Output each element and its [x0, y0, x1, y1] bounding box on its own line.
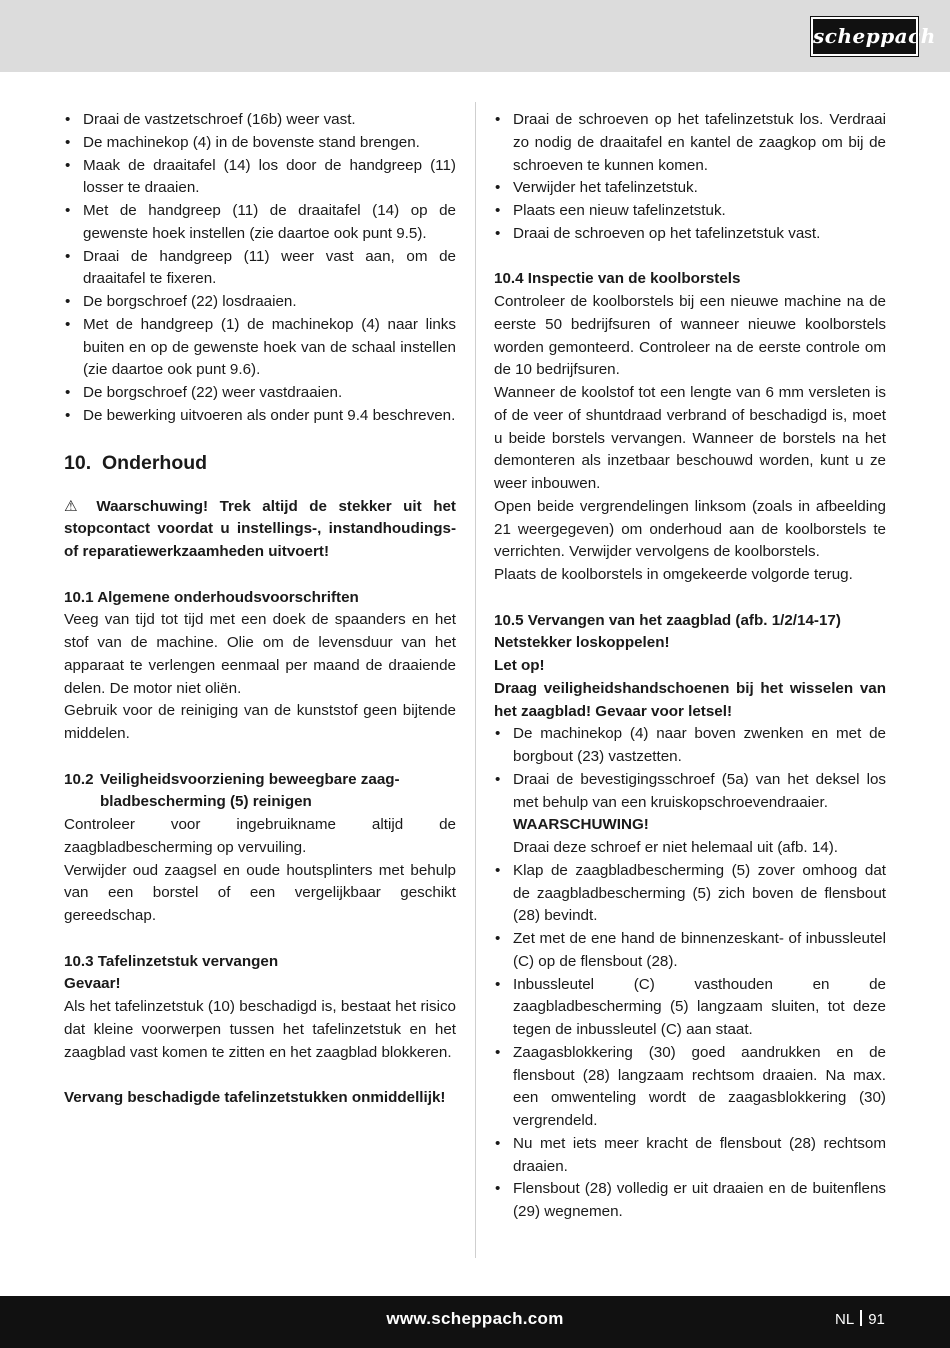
list-item-text: Inbussleutel (C) vasthouden en de zaagbladbescherming (5) langzaam sluiten, tot deze tegen de inbussleutel (C) aan staat.: [513, 975, 886, 1038]
list-item-text: Klap de zaagbladbescherming (5) zover omhoog dat de zaagbladbescherming (5) zich boven de flensbout (28) bevindt.: [513, 861, 886, 925]
list-item: [494, 1133, 886, 1179]
paragraph: Gebruik voor de reiniging van de kunststof geen bijtende middelen.: [64, 702, 456, 742]
website-link[interactable]: www.scheppach.com: [386, 1309, 564, 1328]
separator: [860, 1310, 862, 1326]
bold-notice: Netstekker loskoppelen!: [494, 634, 670, 652]
warning-label: WAARSCHUWING!: [513, 816, 649, 834]
list-item-extra: Draai deze schroef er niet helemaal uit (afb. 14).: [513, 839, 839, 856]
header-bar: [0, 0, 950, 72]
list-item: [494, 723, 886, 769]
list-item: • Verwijder het tafelinzetstuk.: [494, 177, 886, 200]
list-item-text: Nu met iets meer kracht de flensbout (28) rechtsom draaien.: [513, 1134, 886, 1175]
danger-label: Gevaar!: [64, 975, 121, 993]
subsection-title: 10.4 Inspectie van de koolborstels: [494, 270, 741, 288]
language-code: NL: [835, 1311, 855, 1328]
left-column: [64, 109, 456, 1110]
list-item: [494, 860, 886, 928]
list-item-text: De machinekop (4) naar boven zwenken en met de borgbout (23) vastzetten.: [513, 725, 886, 765]
brand-logo: scheppach: [811, 17, 918, 56]
list-item: • De bewerking uitvoeren als onder punt 9.4 beschreven.: [64, 405, 456, 428]
warning-text: Waarschuwing! Trek altijd de stekker uit het stopcontact voordat u instellings-, instandhoudings- of reparatiewerkzaamheden uitvoert!: [64, 497, 456, 560]
section-number: 10.: [64, 451, 92, 474]
subsection-title: [64, 769, 456, 792]
list-item: [494, 1042, 886, 1133]
bold-paragraph: Vervang beschadigde tafelinzetstukken onmiddellijk!: [64, 1089, 446, 1106]
paragraph: Verwijder oud zaagsel en oude houtsplinters met behulp van een borstel of een vergelijkbaar geschikt gereedschap.: [64, 861, 456, 924]
spacer: [64, 1064, 456, 1087]
paragraph: Als het tafelinzetstuk (10) beschadigd is, bestaat het risico dat kleine voorwerpen tussen het tafelinzetstuk en het zaagblad vast komen te zitten en het zaagblad blokkeren.: [64, 998, 456, 1061]
paragraph: Wanneer de koolstof tot een lengte van 6 mm versleten is of de veer of shuntdraad verbrand of beschadigd is, moet u beide borstels vervangen. Wanneer de borstels na het demonteren als inzetbaar beschouwd worden, kunt u ze weer inbouwen.: [494, 384, 886, 492]
list-item: • Draai de vastzetschroef (16b) weer vast.: [64, 109, 456, 132]
paragraph: Controleer voor ingebruikname altijd de zaagbladbescherming op vervuiling.: [64, 816, 456, 856]
subsection-title-line: Veiligheidsvoorziening beweegbare zaag-: [100, 770, 400, 788]
paragraph: Controleer de koolborstels bij een nieuwe machine na de eerste 50 bedrijfsuren of wanneer nieuwe koolborstels worden gemonteerd. Controleer na de eerste controle om de 10 bedrijfsuren.: [494, 293, 886, 379]
page-number: 91: [868, 1311, 885, 1328]
list-item: • Plaats een nieuw tafelinzetstuk.: [494, 200, 886, 223]
list-item: [494, 928, 886, 974]
subsection-title: 10.5 Vervangen van het zaagblad (afb. 1/2/14-17): [494, 611, 841, 629]
warning-notice: [64, 496, 456, 564]
subsection-title-line: bladbescherming (5) reinigen: [100, 793, 312, 811]
bold-notice: Let op!: [494, 657, 545, 674]
bold-notice: Draag veiligheidshandschoenen bij het wisselen van het zaagblad! Gevaar voor letsel!: [494, 679, 886, 720]
list-item-text: Zet met de ene hand de binnenzeskant- of inbussleutel (C) op de flensbout (28).: [513, 930, 886, 970]
right-bullet-list: [494, 109, 886, 246]
list-item-text: Draai de bevestigingsschroef (5a) van het deksel los met behulp van een kruiskopschroevendraaier.: [513, 770, 886, 811]
list-item: • Met de handgreep (1) de machinekop (4) naar links buiten en op de gewenste hoek van de schaal instellen (zie daartoe ook punt 9.6).: [64, 314, 456, 382]
left-bullet-list: [64, 109, 456, 428]
section-title: Onderhoud: [102, 451, 208, 474]
list-item: • Draai de schroeven op het tafelinzetstuk los. Verdraai zo nodig de draaitafel en kantel de zaagkop om bij de schroeven te kunnen komen.: [494, 109, 886, 177]
footer-bar: [0, 1296, 950, 1348]
list-item: • Maak de draaitafel (14) los door de handgreep (11) losser te draaien.: [64, 155, 456, 201]
list-item: • Draai de handgreep (11) weer vast aan, om de draaitafel te fixeren.: [64, 246, 456, 292]
page-indicator: [835, 1310, 885, 1328]
list-item: • De borgschroef (22) weer vastdraaien.: [64, 382, 456, 405]
list-item: • Met de handgreep (11) de draaitafel (14) op de gewenste hoek instellen (zie daartoe ook punt 9.5).: [64, 200, 456, 246]
list-item: [494, 769, 886, 860]
list-item: • De machinekop (4) in de bovenste stand brengen.: [64, 132, 456, 155]
subsection-title: 10.1 Algemene onderhoudsvoorschriften: [64, 588, 359, 606]
list-item: [494, 974, 886, 1042]
paragraph: Plaats de koolborstels in omgekeerde volgorde terug.: [494, 566, 853, 583]
section-heading: [64, 450, 456, 476]
subsection-title: 10.3 Tafelinzetstuk vervangen: [64, 952, 279, 970]
list-item-text: Flensbout (28) volledig er uit draaien en de buitenflens (29) wegnemen.: [513, 1180, 886, 1220]
paragraph: Open beide vergrendelingen linksom (zoals in afbeelding 21 weergegeven) om onderhoud aan de koolborstels te verrichten. Verwijder vervolgens de koolborstels.: [494, 497, 886, 561]
right-column: [494, 109, 886, 1224]
warning-triangle-icon: ⚠: [64, 497, 85, 515]
column-divider: [475, 102, 476, 1258]
list-item: • De borgschroef (22) losdraaien.: [64, 291, 456, 314]
paragraph: Veeg van tijd tot tijd met een doek de spaanders en het stof van de machine. Olie om de levensduur van het apparaat te verlengen eenmaal per maand de draaiende delen. De motor niet oliën.: [64, 611, 456, 697]
list-item: • Draai de schroeven op het tafelinzetstuk vast.: [494, 223, 886, 246]
list-item-text: Zaagasblokkering (30) goed aandrukken en de flensbout (28) langzaam rechtsom draaien. Na max. een omwenteling wordt de zaagasblokkering (30) vergrendeld.: [513, 1043, 886, 1129]
subsection-number: 10.2: [64, 770, 94, 788]
list-item: [494, 1178, 886, 1224]
right-bullet-list-bottom: [494, 723, 886, 1224]
